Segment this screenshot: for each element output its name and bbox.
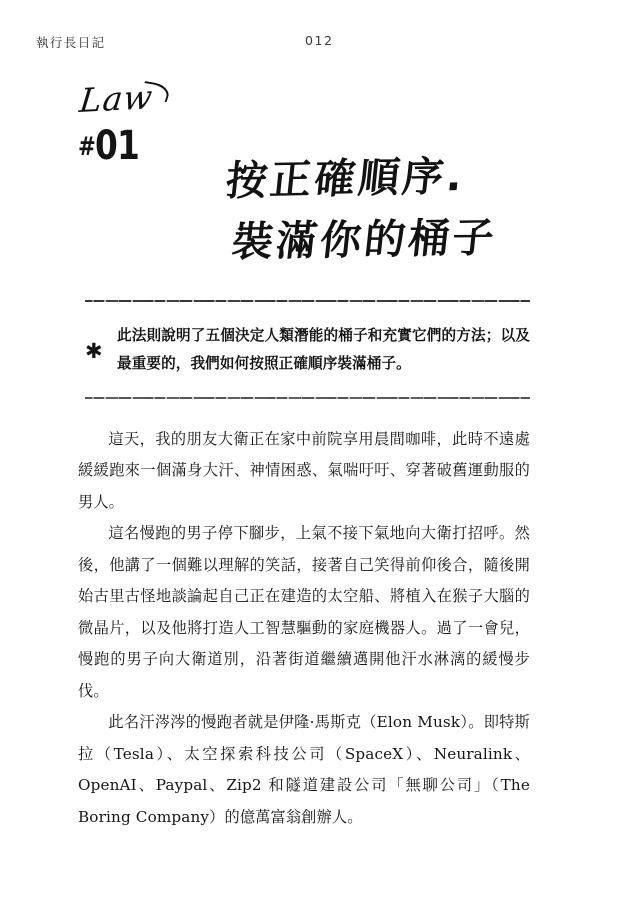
body-paragraph: 這名慢跑的男子停下腳步，上氣不接下氣地向大衛打招呼。然後，他講了一個難以理解的笑話，接著自己笑得前仰後合，隨後開始古里古怪地談論起自己正在建造的太空船、將植入在猴子大腦的微晶片，以及他將打造人工智慧驅動的家庭機器人。過了一會兒，慢跑的男子向大衛道別，沿著街道繼續邁開他汗水淋漓的緩慢步伐。 [78, 524, 530, 700]
callout-rule-top [85, 300, 530, 302]
running-head [0, 33, 625, 55]
body-paragraph: 這天，我的朋友大衛正在家中前院享用晨間咖啡，此時不遠處緩緩跑來一個滿身大汗、神情困惑、氣喘吁吁、穿著破舊運動服的男人。 [78, 430, 530, 511]
hash-symbol: # [78, 132, 96, 162]
callout-body [85, 302, 530, 397]
chapter-title-line-2: 裝滿你的桶子 [229, 213, 500, 267]
chapter-summary-callout [85, 300, 530, 399]
law-marker [77, 77, 156, 169]
law-word-handwritten: Law [77, 77, 156, 120]
book-title: 執行長日記 [36, 35, 106, 50]
chapter-title [0, 152, 625, 267]
law-number-value: 01 [95, 123, 140, 169]
chapter-title-line-1: 按正確順序. [223, 152, 468, 205]
body-copy [78, 424, 530, 833]
callout-rule-bottom [85, 397, 530, 399]
page-number: 012 [305, 33, 334, 48]
body-paragraph: 此名汗涔涔的慢跑者就是伊隆·馬斯克（Elon Musk）。即特斯拉（Tesla）、太空探索科技公司（SpaceX）、Neuralink、OpenAI、Paypal、Zip2 和隧道建設公司「無聊公司」（The Boring Company）的億萬富翁創辦人。 [78, 713, 530, 826]
callout-text: 此法則說明了五個決定人類潛能的桶子和充實它們的方法；以及最重要的，我們如何按照正確順序裝滿桶子。 [117, 327, 530, 373]
asterisk-icon: ✱ [85, 338, 103, 363]
